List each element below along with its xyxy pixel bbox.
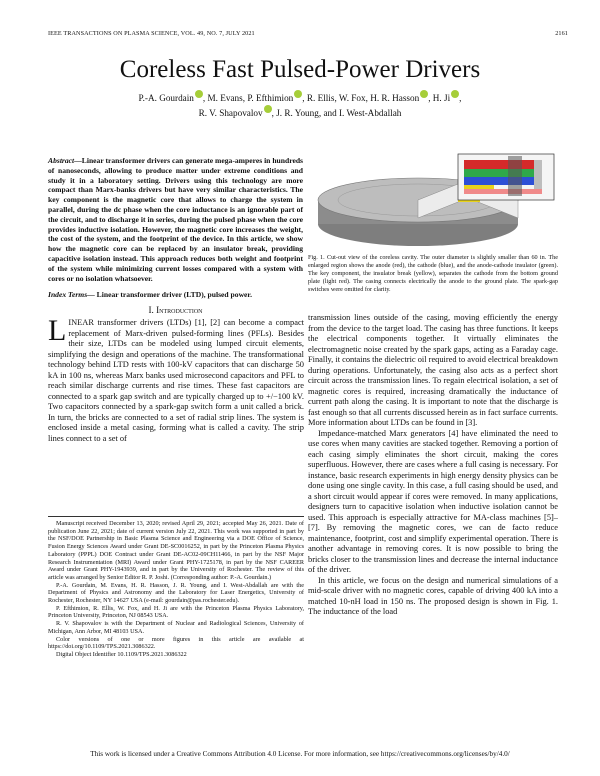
right-column-text bbox=[308, 313, 558, 618]
author-separator: , bbox=[302, 93, 307, 103]
author-separator: , bbox=[271, 108, 277, 118]
author-name: R. Ellis bbox=[306, 93, 335, 103]
abstract-text: Linear transformer drivers can generate mega-amperes in hundreds of nanoseconds, allowing to produce matter under extreme conditions and study it in a laboratory setting. Drivers using this technology are more compact than Marx-banks drivers but have very similar characteristics. The key component is the magnetic core that allows to charge the system in parallel, during the dc phase when the core inductance is an ignorable part of the circuit, and to discharge it in series, during the pulsed phase when the core provides inductive isolation. However, the magnetic core increases the weight, the cost of the system, and the footprint of the device. In this article, we show how the magnetic core can be replaced by an insulator break, providing capacitive isolation instead. This approach reduces both weight and footprint of the system while minimizing current losses compared with a system with cores or no isolation whatsoever. bbox=[48, 156, 303, 283]
author-name: W. Fox bbox=[338, 93, 366, 103]
intro-first-word: INEAR bbox=[68, 318, 94, 327]
author-list bbox=[60, 90, 540, 120]
inset-casing-shape bbox=[534, 160, 542, 194]
drop-cap: L bbox=[48, 314, 67, 347]
cavity-cutout-illustration bbox=[308, 152, 558, 252]
author-separator: , bbox=[365, 93, 371, 103]
author-separator: , bbox=[334, 93, 339, 103]
inset-brick-shape bbox=[508, 156, 522, 196]
author-name: P. Efthimion bbox=[247, 93, 294, 103]
footnote-affiliation-princeton: P. Efthimion, R. Ellis, W. Fox, and H. Ji are with the Princeton Plasma Physics Laboratory, Princeton University, Princeton, NJ 08543 USA. bbox=[48, 604, 304, 620]
paper-title: Coreless Fast Pulsed-Power Drivers bbox=[119, 56, 481, 83]
page-number: 2161 bbox=[555, 30, 568, 37]
orcid-icon[interactable] bbox=[195, 90, 203, 98]
intro-text: transformer drivers (LTDs) [1], [2] can become a compact replacement of Marx-driven pulsed-forming lines (PFLs). Besides their size, LTDs can be modeled using lumped circuit elements, simplifying the design and operations of the machine. The transformational technology behind LTD rests with 100-kV capacitors that can discharge 50 kA in 100 ns, whereas Marx banks used microsecond capacitors and PFL to reach similar discharge currents and rise times. These fast capacitors are connected to a spark gap switch and are typically charged up to +/−100 kV. Two capacitors connected by a spark-gap switch form a unit called a brick. In turn, the bricks are connected to a set of radial strip lines. The system is enclosed inside a metal casing, forming what is called a cavity. The strip lines connect to a set of bbox=[48, 318, 304, 443]
author-name: I. West-Abdallah bbox=[339, 108, 402, 118]
orcid-icon[interactable] bbox=[451, 90, 459, 98]
journal-name: IEEE TRANSACTIONS ON PLASMA SCIENCE, VOL. 49, NO. 7, JULY 2021 bbox=[48, 30, 255, 37]
intro-paragraph bbox=[48, 314, 304, 444]
author-line-2 bbox=[60, 105, 540, 120]
section-number: I. bbox=[148, 305, 154, 315]
footnotes bbox=[48, 520, 304, 659]
index-terms-lead: Index Terms bbox=[48, 290, 88, 299]
footnote-color-versions: Color versions of one or more figures in this article are available at https://doi.org/10.1109/TPS.2021.3086322. bbox=[48, 635, 304, 651]
author-name: M. Evans bbox=[207, 93, 243, 103]
section-heading bbox=[48, 305, 303, 315]
abstract: Abstract—Linear transformer drivers can generate mega-amperes in hundreds of nanoseconds, allowing to produce matter under extreme conditions and study it in a laboratory setting. Drivers using this technology are more compact than Marx-banks drivers but have very similar characteristics. The key component is the magnetic core that allows to charge the system in parallel, during the dc phase when the core inductance is an ignorable part of the circuit, and to discharge it in series, during the pulsed phase when the core provides inductive isolation. However, the magnetic core increases the weight, the cost of the system, and the footprint of the device. In this article, we show how the magnetic core can be replaced by an insulator break, providing capacitive isolation instead. This approach reduces both weight and footprint of the system while minimizing current losses compared with a system with cores or no isolation whatsoever. bbox=[48, 156, 303, 283]
index-terms: Index Terms— Linear transformer driver (LTD), pulsed power. bbox=[48, 290, 252, 299]
inset-insulator-break-shape bbox=[464, 185, 494, 189]
inset-cathode-shape bbox=[464, 177, 534, 185]
author-name: R. V. Shapovalov bbox=[198, 108, 263, 118]
author-separator: , bbox=[202, 93, 208, 103]
abstract-lead: Abstract bbox=[48, 156, 75, 165]
author-separator: , and bbox=[318, 108, 339, 118]
index-terms-text: Linear transformer driver (LTD), pulsed power. bbox=[96, 290, 252, 299]
paragraph-marx: Impedance-matched Marx generators [4] have eliminated the need to use cores when many cavities are stacked together. Removing a portion of each casing simply eliminates the short circuit, making the cores superfluous. However, there are cases where a full casing is necessary. For instance, basic research experiments in high energy density physics can be done using one single cavity. In this case, a full casing should be used, and a short circuit would appear if cores were removed. In many applications, designers turn to capacitive isolation when inductive isolation cannot be used. This approach is especially attractive for MA-class machines [5]–[7]. By removing the magnetic cores, we can de facto reduce maintenance, footprint, cost and simplify experimental operation. There is another advantage in removing cores. It is now possible to bring the bricks closer to the transmission lines and decrease the internal inductance of the driver. bbox=[308, 428, 558, 574]
inset-ground-plate-shape bbox=[464, 189, 542, 194]
figure-1 bbox=[308, 152, 558, 252]
footnote-divider bbox=[48, 516, 304, 517]
author-line-1 bbox=[60, 90, 540, 105]
author-separator: , bbox=[428, 93, 433, 103]
footnote-affiliation-michigan: R. V. Shapovalov is with the Department of Nuclear and Radiological Sciences, University of Michigan, Ann Arbor, MI 48103 USA. bbox=[48, 620, 304, 635]
paragraph-casing: transmission lines outside of the casing, moving efficiently the energy from the device to the target load. The casing has three functions. It keeps the electrical components together. It virtually eliminates the electromagnetic noise created by the spark gaps, acting as a Faraday cage. Finally, it contains the dielectric oil required to avoid electrical breakdown during operations. Unfortunately, the casing also acts as a perfect short circuit across the transmission lines. To regain electrical isolation, a set of magnetic cores is required, increasing dramatically the inductance of current path along the casing. It is important to note that the discharge is fast enough so that all currents discussed herein as in fact surface currents. More information about LTDs can be found in [3]. bbox=[308, 313, 558, 427]
paragraph-design: In this article, we focus on the design and numerical simulations of a mid-scale driver with no magnetic cores, capable of driving 400 kA into a matched 10-nH load in 150 ns. The proposed design is shown in Fig. 1. The inductance of the load bbox=[308, 575, 558, 616]
figure-1-caption: Fig. 1. Cut-out view of the coreless cavity. The outer diameter is slightly smaller than 60 in. The enlarged region shows the anode (red), the cathode (blue), and the anode-cathode insulator (green). The key component, the insulator break (yellow), separates the cathode from the bottom ground plate (light red). The casing connects electrically the anode to the ground plate. The spark-gap switches were omitted for clarity. bbox=[308, 254, 558, 294]
footnote-affiliation-rochester: P.-A. Gourdain, M. Evans, H. R. Hasson, J. R. Young, and I. West-Abdallah are with the Department of Physics and Astronomy and the Laboratory for Laser Energetics, University of Rochester, Rochester, NY 14627 USA (e-mail: gourdain@pas.rochester.edu). bbox=[48, 581, 304, 605]
author-name: J. R. Young bbox=[276, 108, 319, 118]
section-title: Introduction bbox=[156, 305, 203, 315]
author-separator: , bbox=[242, 93, 248, 103]
author-name: H. Ji bbox=[432, 93, 451, 103]
orcid-icon[interactable] bbox=[420, 90, 428, 98]
author-name: P.-A. Gourdain bbox=[138, 93, 194, 103]
orcid-icon[interactable] bbox=[264, 105, 272, 113]
introduction-text bbox=[48, 314, 304, 444]
author-name: H. R. Hasson bbox=[370, 93, 420, 103]
running-head bbox=[48, 30, 568, 37]
inset-insulator-shape bbox=[464, 169, 534, 177]
footnote-doi: Digital Object Identifier 10.1109/TPS.2021.3086322 bbox=[56, 650, 187, 658]
license-footer: This work is licensed under a Creative Commons Attribution 4.0 License. For more information, see https://creativecommons.org/licenses/by/4.0/ bbox=[90, 750, 510, 758]
footnote-manuscript: Manuscript received December 13, 2020; revised April 29, 2021; accepted May 26, 2021. Date of publication June 22, 2021; date of current version July 22, 2021. This work was supported in part by the NSF/DOE Partnership in Basic Plasma Science and Engineering via a DOE Office of Science, Fusion Energy Sciences Award under Grant DE-SC0016252, in part by the Princeton Plasma Physics Laboratory (PPPL) DOE Contract under Grant DE-AC02-09CH11466, in part by the NSF Major Research Instrumentation (MRI) Award under Grant PHY-1725178, in part by the NSF CAREER Award under Grant PHY-1943939, and in part by the University of Rochester. The review of this article was arranged by Senior Editor R. P. Joshi. (Corresponding author: P.-A. Gourdain.) bbox=[48, 520, 304, 581]
author-separator: , bbox=[459, 93, 462, 103]
inset-anode-shape bbox=[464, 160, 534, 169]
